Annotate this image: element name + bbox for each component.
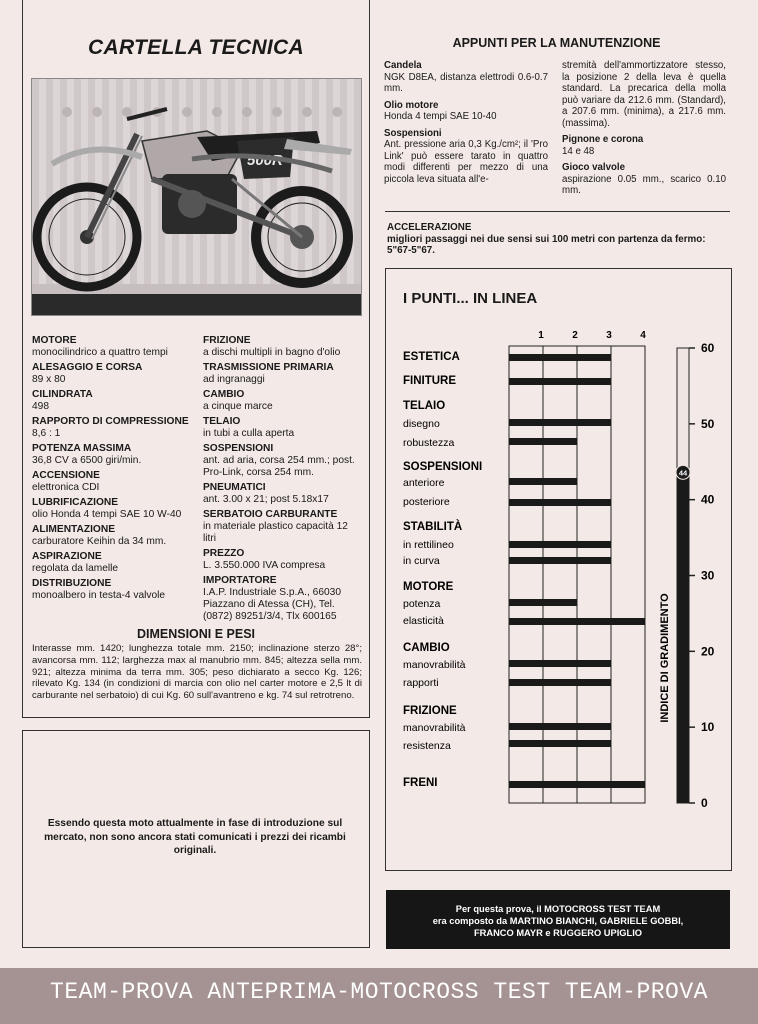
spec-label: PNEUMATICI — [203, 482, 266, 493]
rating-bar — [509, 740, 611, 747]
team-note — [390, 903, 726, 939]
subcategory-label: disegno — [403, 418, 440, 430]
category-label: ESTETICA — [403, 351, 460, 363]
spec-value: L. 3.550.000 IVA compresa — [203, 560, 326, 571]
gauge-axis-label: INDICE DI GRADIMENTO — [659, 593, 671, 723]
maintenance-title: APPUNTI PER LA MANUTENZIONE — [452, 36, 661, 50]
maintenance-label: Pignone e corona — [562, 134, 644, 145]
team-note-line-3: FRANCO MAYR e RUGGERO UPIGLIO — [473, 928, 643, 938]
section-divider — [385, 211, 730, 212]
spec-label: CAMBIO — [203, 389, 245, 400]
category-label: STABILITÀ — [403, 521, 463, 533]
spec-value: 498 — [32, 401, 49, 412]
maintenance-right-column — [562, 60, 726, 202]
rating-bar — [509, 419, 611, 426]
maintenance-value: Honda 4 tempi SAE 10-40 — [384, 111, 497, 122]
team-note-line-2: era composto da MARTINO BIANCHI, GABRIELE GOBBI, — [432, 916, 684, 926]
spec-value: regolata da lamelle — [32, 563, 119, 574]
spec-label: DISTRIBUZIONE — [32, 578, 112, 589]
gauge-tick-label: 20 — [701, 644, 715, 659]
spec-value: a dischi multipli in bagno d'olio — [203, 347, 341, 358]
chart-title: I PUNTI... IN LINEA — [403, 290, 538, 307]
spec-value: olio Honda 4 tempi SAE 10 W-40 — [32, 509, 182, 520]
maintenance-left-column — [384, 60, 548, 190]
rating-bar — [509, 557, 611, 564]
rating-bar — [509, 541, 611, 548]
specs-right-column — [203, 335, 363, 626]
gauge-tick-label: 0 — [701, 796, 708, 810]
subcategory-label: elasticità — [403, 615, 444, 627]
spec-value: a cinque marce — [203, 401, 273, 412]
acceleration-block — [387, 222, 732, 257]
spec-label: MOTORE — [32, 335, 77, 346]
x-tick-label: 1 — [538, 330, 544, 341]
rating-bar — [509, 723, 611, 730]
gauge-tick-label: 10 — [701, 720, 715, 735]
category-label: FRENI — [403, 777, 438, 789]
dimensions-text: Interasse mm. 1420; lunghezza totale mm. 2150; inclinazione sterzo 28°; avancorsa mm. 112; larghezza max al manubrio mm. 845; altezza sella mm. 921; altezza minima da terra mm. 305; peso dichiarato a secco Kg. 126; rilevato Kg. 134 (in condizioni di marcia con olio nel carter motore e 2,5 lt di carburante nel serbatoio) di cui Kg. 60 sull'avantreno e kg. 74 sul retrotreno. — [32, 643, 362, 702]
category-label: TELAIO — [403, 400, 446, 412]
maintenance-label: Sospensioni — [384, 127, 442, 139]
spec-value: in materiale plastico capacità 12 litri — [203, 521, 348, 544]
subcategory-label: potenza — [403, 598, 441, 610]
acceleration-text: migliori passaggi nei due sensi sui 100 metri con partenza da fermo: — [387, 233, 706, 245]
acceleration-value: 5"67-5"67. — [387, 245, 435, 256]
gauge-fill — [677, 469, 689, 803]
rating-bar — [509, 378, 611, 385]
spec-value: elettronica CDI — [32, 482, 100, 493]
spec-label: LUBRIFICAZIONE — [32, 497, 119, 508]
gauge-tick-label: 60 — [701, 341, 715, 355]
x-tick-label: 3 — [606, 330, 612, 341]
motorcycle-photo — [31, 78, 362, 316]
spec-label: RAPPORTO DI COMPRESSIONE — [32, 416, 189, 427]
category-label: FRIZIONE — [403, 705, 457, 717]
spec-value: ad ingranaggi — [203, 374, 265, 385]
maintenance-value: stremità dell'ammortizzatore stesso, la posizione 2 della leva è quella standard. La precarica della molla può variare da 212.6 mm. (Standard), a 207.6 mm. (minima), a 217.6 mm. (massima). — [562, 60, 726, 129]
spec-value: monocilindrico a quattro tempi — [32, 347, 168, 358]
subcategory-label: posteriore — [403, 496, 450, 508]
acceleration-title: ACCELERAZIONE — [387, 222, 472, 233]
spec-label: SERBATOIO CARBURANTE — [203, 509, 338, 520]
rating-bar — [509, 599, 577, 606]
spec-label: ACCENSIONE — [32, 470, 100, 481]
spec-label: TRASMISSIONE PRIMARIA — [203, 362, 334, 373]
subcategory-label: manovrabilità — [403, 659, 466, 671]
spec-label: IMPORTATORE — [203, 575, 277, 586]
rating-bar — [509, 499, 611, 506]
spec-value: 89 x 80 — [32, 374, 66, 385]
motorcycle-illustration — [32, 79, 362, 316]
gauge-tick-label: 40 — [701, 492, 715, 507]
spec-label: CILINDRATA — [32, 389, 93, 400]
gauge-tick-label: 30 — [701, 568, 715, 583]
subcategory-label: robustezza — [403, 437, 455, 449]
rating-bar — [509, 660, 611, 667]
maintenance-value: aspirazione 0.05 mm., scarico 0.10 mm. — [562, 173, 726, 196]
rating-chart — [385, 268, 732, 871]
maintenance-label: Olio motore — [384, 99, 439, 111]
spec-value: 8,6 : 1 — [32, 428, 61, 439]
spec-value: carburatore Keihin da 34 mm. — [32, 536, 167, 547]
rating-bar — [509, 478, 577, 485]
gauge-tick-label: 50 — [701, 416, 715, 431]
spec-value: ant. ad aria, corsa 254 mm.; post. Pro-Link, corsa 254 mm. — [203, 455, 355, 478]
spec-label: POTENZA MASSIMA — [32, 443, 132, 454]
maintenance-label: Candela — [384, 60, 422, 71]
spec-value: 36,8 CV a 6500 giri/min. — [32, 455, 142, 466]
category-label: SOSPENSIONI — [403, 461, 483, 473]
spec-value: I.A.P. Industriale S.p.A., 66030 Piazzano di Atessa (CH), Tel. (0872) 89251/3/4, Tlx 600165 — [203, 587, 341, 622]
tech-sheet-title: CARTELLA TECNICA — [88, 36, 304, 59]
rating-bar — [509, 781, 645, 788]
maintenance-value: NGK D8EA, distanza elettrodi 0.6-0.7 mm. — [384, 71, 548, 94]
spec-label: SOSPENSIONI — [203, 443, 274, 454]
category-label: CAMBIO — [403, 642, 450, 654]
spec-value: monoalbero in testa-4 valvole — [32, 590, 166, 601]
spec-value: ant. 3.00 x 21; post 5.18x17 — [203, 494, 329, 505]
subcategory-label: resistenza — [403, 740, 451, 752]
rating-bar — [509, 679, 611, 686]
spec-label: ALESAGGIO E CORSA — [32, 362, 143, 373]
parts-note: Essendo questa moto attualmente in fase di introduzione sul mercato, non sono ancora stati comunicati i prezzi dei ricambi originali. — [44, 818, 346, 856]
subcategory-label: manovrabilità — [403, 722, 466, 734]
spec-label: TELAIO — [203, 416, 241, 427]
subcategory-label: in curva — [403, 555, 440, 567]
footer-text: TEAM-PROVA ANTEPRIMA-MOTOCROSS TEST TEAM-PROVA — [50, 979, 708, 1005]
rating-bar — [509, 438, 577, 445]
specs-left-column — [32, 335, 192, 605]
spec-label: PREZZO — [203, 548, 245, 559]
subcategory-label: anteriore — [403, 477, 445, 489]
maintenance-value: 14 e 48 — [562, 145, 595, 157]
gauge-value-label: 44 — [678, 468, 688, 478]
category-label: MOTORE — [403, 581, 454, 593]
maintenance-value: Ant. pressione aria 0,3 Kg./cm²; il 'Pro Link' può essere tarato in quattro modi differenti per mezzo di una piccola leva situata all'e- — [384, 139, 548, 185]
maintenance-label: Gioco valvole — [562, 162, 625, 173]
spec-value: in tubi a culla aperta — [203, 428, 295, 439]
photo-model-label: 500R — [247, 152, 283, 169]
team-note-line-1: Per questa prova, il MOTOCROSS TEST TEAM — [455, 904, 661, 914]
spec-label: ASPIRAZIONE — [32, 551, 102, 562]
x-tick-label: 4 — [640, 330, 646, 341]
subcategory-label: in rettilineo — [403, 539, 454, 551]
subcategory-label: rapporti — [403, 677, 439, 689]
dimensions-title: DIMENSIONI E PESI — [136, 627, 256, 641]
x-tick-label: 2 — [572, 330, 578, 341]
rating-bar — [509, 618, 645, 625]
spec-label: FRIZIONE — [203, 335, 251, 346]
rating-bar — [509, 354, 611, 361]
category-label: FINITURE — [403, 375, 457, 387]
spec-label: ALIMENTAZIONE — [32, 524, 116, 535]
